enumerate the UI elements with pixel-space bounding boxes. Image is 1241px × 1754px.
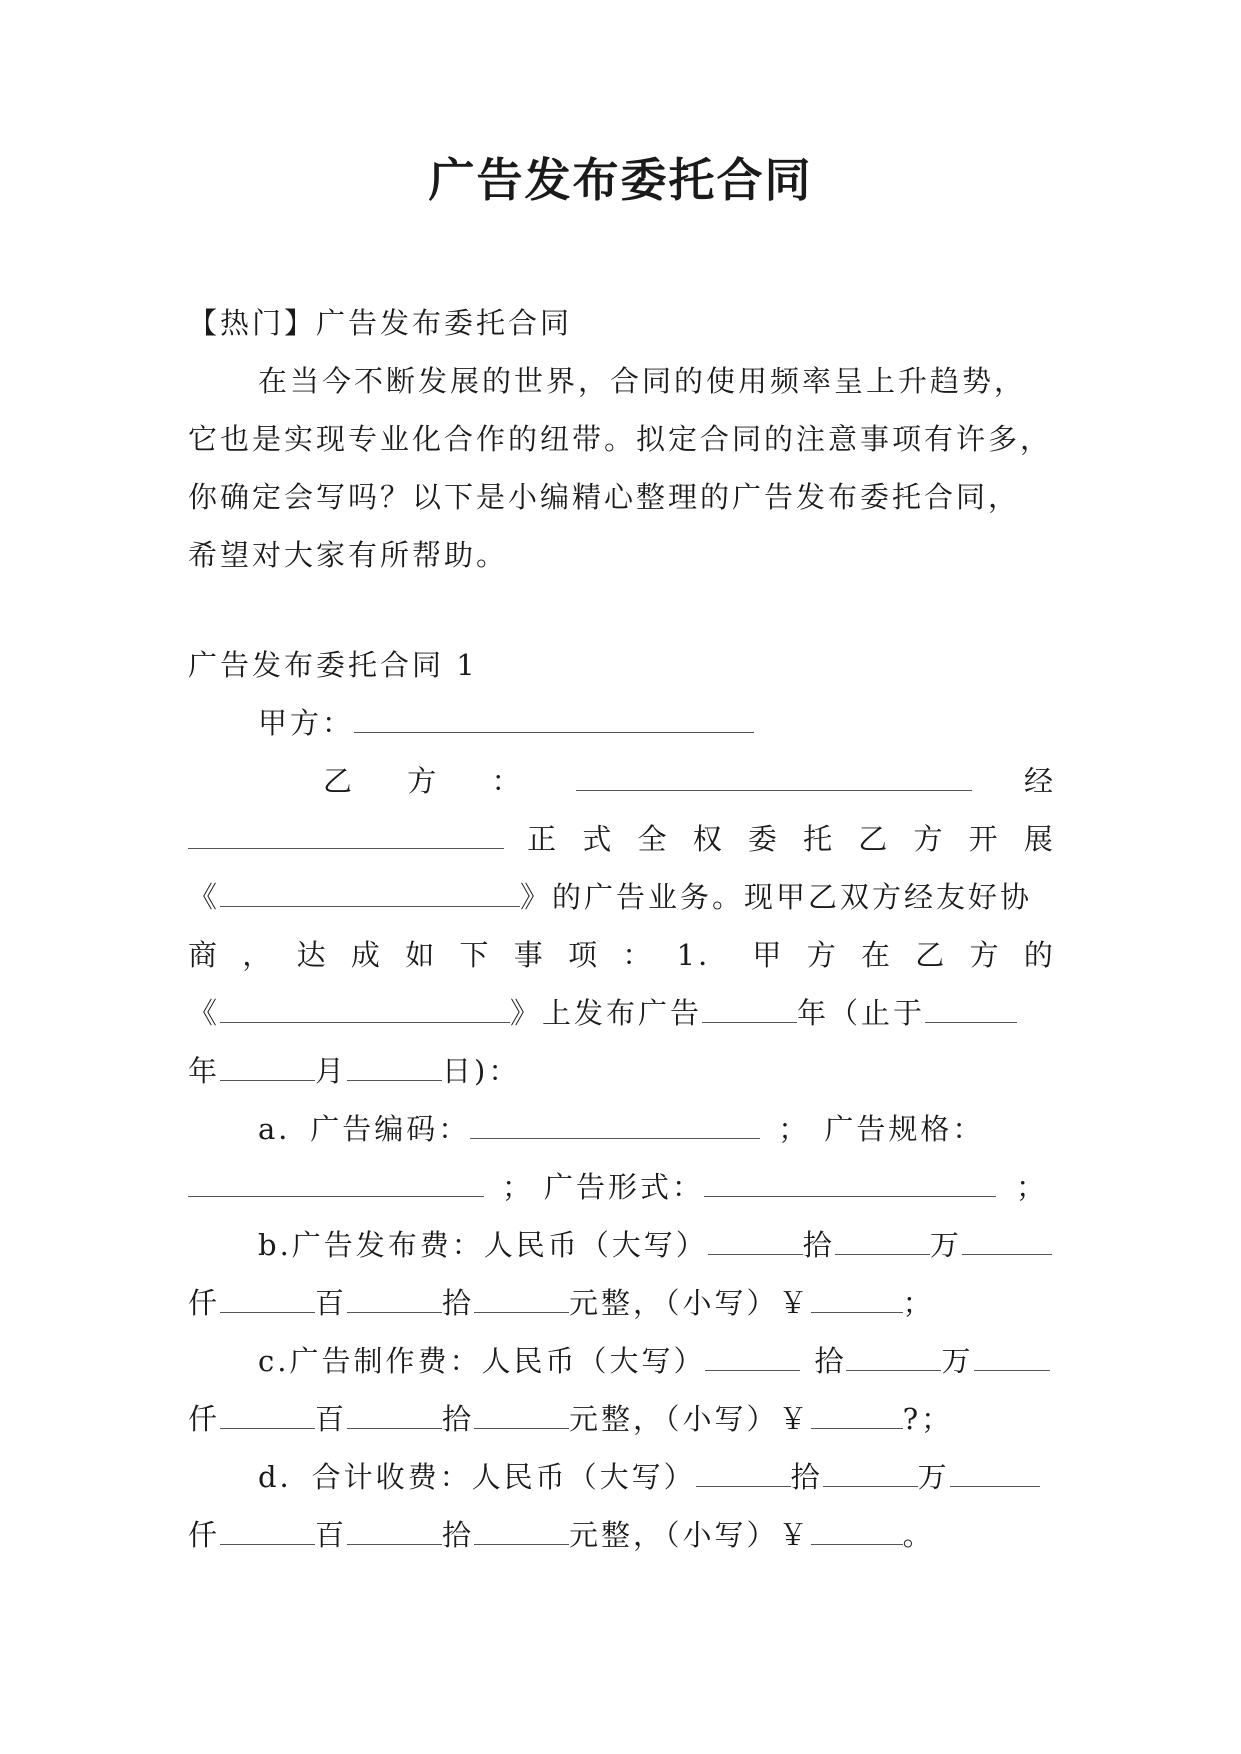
agree-word: 商	[188, 938, 221, 972]
heading: 【热门】广告发布委托合同	[188, 306, 573, 340]
fee-c-wan-blank[interactable]	[846, 1334, 941, 1371]
ad-code-sep: ；	[778, 1112, 811, 1146]
agree-line	[188, 926, 1056, 984]
party-b-char-1: 乙	[323, 764, 356, 798]
fee-c-small-blank[interactable]	[811, 1392, 903, 1429]
fee-c-shi-wan: 拾	[814, 1344, 847, 1378]
fee-c-line-1	[188, 1332, 1056, 1390]
date-day: 日)：	[442, 1054, 521, 1088]
fee-d-line-2	[188, 1506, 1056, 1564]
fee-b-label: b.广告发布费：人民币（大写）	[258, 1228, 708, 1262]
fee-d-wan-blank[interactable]	[823, 1450, 918, 1487]
fee-d-shi-blank[interactable]	[347, 1508, 442, 1545]
agree-word: 达	[296, 938, 329, 972]
ad-code-blank[interactable]	[470, 1102, 760, 1139]
ad-spec-label: 广告规格：	[824, 1112, 985, 1146]
entrust-word: 方	[913, 822, 946, 856]
fee-d-label: d．合计收费：人民币（大写）	[258, 1460, 696, 1494]
intro-line-3: 你确定会写吗？以下是小编精心整理的广告发布委托合同，	[188, 480, 1021, 514]
entrust-word: 乙	[858, 822, 891, 856]
publish-open: 《	[188, 996, 221, 1030]
fee-b-shi-wan-blank[interactable]	[708, 1218, 803, 1255]
fee-b-wan-blank[interactable]	[835, 1218, 930, 1255]
business-close: 》的广告业务。现甲乙双方经友好协	[520, 880, 1033, 914]
fee-b-qian-blank[interactable]	[962, 1218, 1052, 1255]
agree-word: 方	[969, 938, 1002, 972]
ad-form-sep-1: ；	[502, 1170, 535, 1204]
fee-d-line-1	[188, 1448, 1056, 1506]
publish-mid: 》上发布广告	[510, 996, 703, 1030]
fee-b-wan: 万	[929, 1228, 962, 1262]
intro-line-2: 它也是实现专业化合作的纽带。拟定合同的注意事项有许多，	[188, 422, 1053, 456]
intro-line-1: 在当今不断发展的世界，合同的使用频率呈上升趋势，	[258, 364, 1027, 398]
party-b-blank[interactable]	[576, 754, 972, 791]
ad-form-line	[188, 1158, 1056, 1216]
fee-c-wan: 万	[941, 1344, 974, 1378]
fee-d-bai: 百	[315, 1518, 348, 1552]
fee-c-qian-blank[interactable]	[974, 1334, 1050, 1371]
fee-c-shi-blank[interactable]	[347, 1392, 442, 1429]
ad-form-blank[interactable]	[704, 1160, 996, 1197]
fee-c-bai-blank[interactable]	[220, 1392, 315, 1429]
agree-word: 在	[861, 938, 894, 972]
fee-d-bai-blank[interactable]	[220, 1508, 315, 1545]
end-month-blank[interactable]	[220, 1044, 315, 1081]
fee-b-yuan: 元整，（小写）￥	[569, 1286, 811, 1320]
fee-c-shi-wan-blank[interactable]	[705, 1334, 800, 1371]
end-year-blank[interactable]	[925, 986, 1017, 1023]
fee-d-yuan-blank[interactable]	[474, 1508, 569, 1545]
party-b-char-2: 方	[407, 764, 440, 798]
fee-d-qian-blank[interactable]	[950, 1450, 1040, 1487]
agree-word: 乙	[915, 938, 948, 972]
fee-b-shi-blank[interactable]	[347, 1276, 442, 1313]
fee-c-qian: 仟	[188, 1402, 221, 1436]
date-line	[188, 1042, 1056, 1100]
publish-line	[188, 984, 1056, 1042]
publish-year: 年（止于	[797, 996, 926, 1030]
document-title: 广告发布委托合同	[428, 153, 813, 207]
entrust-word: 展	[1023, 822, 1056, 856]
fee-c-end: ?；	[902, 1402, 954, 1436]
fee-c-label: c.广告制作费：人民币（大写）	[258, 1344, 706, 1378]
business-open: 《	[188, 880, 221, 914]
fee-d-end: 。	[902, 1518, 935, 1552]
ad-code-line	[188, 1100, 1056, 1158]
date-month: 月	[315, 1054, 348, 1088]
agree-word: 的	[1023, 938, 1056, 972]
entrust-word: 全	[637, 822, 670, 856]
entrust-blank[interactable]	[188, 812, 504, 849]
fee-c-yuan-blank[interactable]	[474, 1392, 569, 1429]
fee-c-shi: 拾	[442, 1402, 475, 1436]
entrust-word: 权	[692, 822, 725, 856]
party-a-blank[interactable]	[354, 696, 754, 733]
entrust-word: 托	[803, 822, 836, 856]
intro-block	[188, 294, 1056, 584]
agree-word: 甲	[752, 938, 785, 972]
ad-code-label: a．广告编码：	[258, 1112, 471, 1146]
party-b-char-4: 经	[1023, 764, 1056, 798]
agree-word: ：	[622, 938, 655, 972]
agree-word: 如	[405, 938, 438, 972]
fee-d-wan: 万	[917, 1460, 950, 1494]
fee-c-bai: 百	[315, 1402, 348, 1436]
business-blank[interactable]	[220, 870, 520, 907]
fee-d-small-blank[interactable]	[811, 1508, 903, 1545]
entrust-word: 正	[527, 822, 560, 856]
party-b-char-3: ：	[491, 764, 524, 798]
entrust-word: 开	[968, 822, 1001, 856]
agree-word: 事	[513, 938, 546, 972]
ad-spec-blank[interactable]	[188, 1160, 484, 1197]
fee-b-qian: 仟	[188, 1286, 221, 1320]
fee-b-shi: 拾	[442, 1286, 475, 1320]
entrust-word: 委	[747, 822, 780, 856]
party-a-line	[188, 694, 1056, 752]
fee-d-shi-wan-blank[interactable]	[696, 1450, 791, 1487]
end-day-blank[interactable]	[347, 1044, 442, 1081]
business-line	[188, 868, 1056, 926]
fee-d-shi: 拾	[442, 1518, 475, 1552]
agree-word: 项	[568, 938, 601, 972]
intro-line-4: 希望对大家有所帮助。	[188, 538, 509, 572]
agree-word: 1．	[676, 938, 731, 972]
fee-c-yuan: 元整，（小写）￥	[569, 1402, 811, 1436]
publication-blank[interactable]	[220, 986, 510, 1023]
contract-body	[188, 636, 1056, 1564]
start-year-blank[interactable]	[702, 986, 797, 1023]
agree-word: 方	[806, 938, 839, 972]
party-b-line	[188, 752, 1056, 810]
agree-word: 成	[350, 938, 383, 972]
entrust-word: 式	[582, 822, 615, 856]
fee-b-bai: 百	[315, 1286, 348, 1320]
fee-d-qian: 仟	[188, 1518, 221, 1552]
fee-b-bai-blank[interactable]	[220, 1276, 315, 1313]
agree-word: 下	[459, 938, 492, 972]
section-title: 广告发布委托合同 1	[188, 648, 478, 682]
ad-form-label: 广告形式：	[544, 1170, 705, 1204]
fee-d-yuan: 元整，（小写）￥	[569, 1518, 811, 1552]
date-year: 年	[188, 1054, 221, 1088]
party-a-label: 甲方：	[258, 706, 355, 740]
fee-b-end: ；	[902, 1286, 935, 1320]
fee-b-shi-wan: 拾	[802, 1228, 835, 1262]
fee-d-shi-wan: 拾	[790, 1460, 823, 1494]
fee-b-small-blank[interactable]	[811, 1276, 903, 1313]
fee-c-line-2	[188, 1390, 1056, 1448]
fee-b-line-2	[188, 1274, 1056, 1332]
fee-b-yuan-blank[interactable]	[474, 1276, 569, 1313]
agree-word: ，	[242, 938, 275, 972]
fee-b-line-1	[188, 1216, 1056, 1274]
entrust-line	[188, 810, 1056, 868]
ad-form-sep-2: ；	[1016, 1170, 1049, 1204]
